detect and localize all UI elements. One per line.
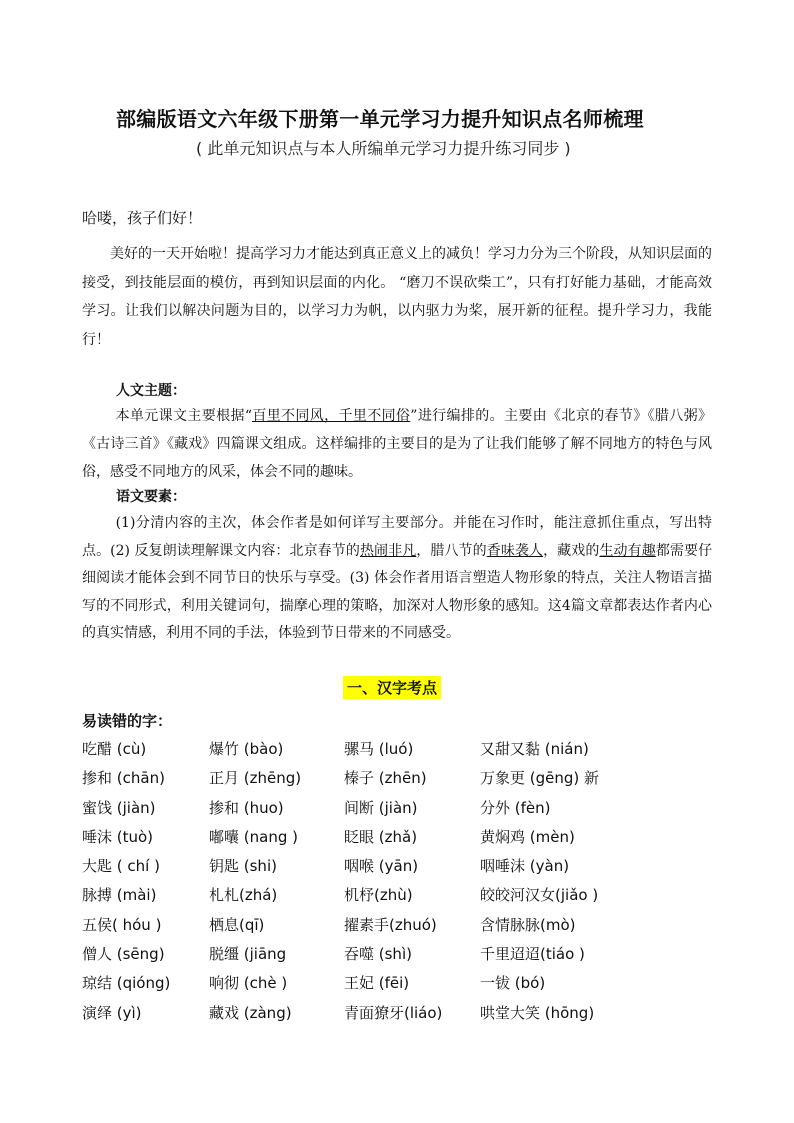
chars-cell: 响彻 (chè ) <box>209 974 288 993</box>
chars-row <box>82 853 722 882</box>
chars-cell: 脱缰 (jiāng <box>209 945 287 964</box>
underlined-phrase-3: 生动有趣 <box>599 542 656 559</box>
chars-cell: 又甜又黏 (nián) <box>480 740 589 758</box>
chars-cell: 咽唾沫 (yàn) <box>480 857 570 876</box>
chars-cell: 爆竹 (bào) <box>209 740 284 758</box>
chars-cell: 掺和 (chān) <box>82 769 165 788</box>
chars-cell: 僧人 (sēng) <box>82 945 165 964</box>
chars-row <box>82 765 722 794</box>
page-title: 部编版语文六年级下册第一单元学习力提升知识点名师梳理 <box>116 107 644 131</box>
elements-heading: 语文要素： <box>116 489 186 505</box>
section-title-highlight: 一、汉字考点 <box>343 676 441 699</box>
elements-text-4: 都需要仔细阅读才能体会到不同节日的快乐与享受。(3) 体会作者用语言塑造人物形象的特点，关注人物语言描写的不同形式，利用关键词句，揣摩心理的策略，加深对人物形象的感知。这4篇文章都表达作者内心的真实情感，利用不同的手法，体验到节日带来的不同感受。 <box>82 542 713 641</box>
chars-cell: 一钹 (bó) <box>480 974 546 993</box>
intro-paragraph: 美好的一天开始啦！提高学习力才能达到真正意义上的减负！学习力分为三个阶段，从知识层面的接受，到技能层面的模仿，再到知识层面的内化。 “磨刀不误砍柴工”，只有打好能力基础，才能高效学习。让我们以解决问题为目的，以学习力为帆，以内驱力为桨，展开新的征程。提升学习力，我能行！ <box>82 246 712 348</box>
theme-text-after: ”进行编排的。主要由《北京的春节》《腊八粥》《古诗三首》《藏戏》四篇课文组成。这样编排的主要目的是为了让我们能够了解不同地方的特色与风俗，感受不同地方的风采，体会不同的趣味。 <box>82 408 712 480</box>
chars-cell: 五侯( hóu ) <box>82 915 162 934</box>
theme-heading: 人文主题： <box>116 383 186 399</box>
elements-text-2: ，腊八节的 <box>416 542 487 559</box>
chars-cell: 千里迢迢(tiáo ) <box>480 945 585 964</box>
chars-cell: 间断 (jiàn) <box>344 798 418 817</box>
chars-cell: 嘟囔 (nang ) <box>209 827 298 846</box>
chars-cell: 分外 (fèn) <box>480 798 551 817</box>
chars-cell: 琼结 (qióng) <box>82 974 171 993</box>
chars-row <box>82 970 722 999</box>
chars-cell: 擢素手(zhuó) <box>344 915 437 934</box>
underlined-phrase-2: 香味袭人 <box>486 542 544 559</box>
chars-cell: 万象更 (gēng) 新 <box>480 769 600 788</box>
chars-cell: 哄堂大笑 (hōng) <box>480 1003 595 1022</box>
chars-row <box>82 736 722 765</box>
underlined-phrase-1: 热闹非凡 <box>359 542 417 559</box>
chars-table <box>82 736 722 1029</box>
chars-cell: 皎皎河汉女(jiǎo ) <box>480 886 599 905</box>
chars-row <box>82 912 722 941</box>
chars-cell: 眨眼 (zhǎ) <box>344 827 418 846</box>
elements-text-3: ，藏戏的 <box>543 542 600 559</box>
chars-cell: 唾沫 (tuò) <box>82 827 154 846</box>
chars-row <box>82 795 722 824</box>
chars-cell: 钥匙 (shi) <box>209 857 277 876</box>
elements-paragraph <box>82 510 712 648</box>
chars-cell: 吞噬 (shì) <box>344 945 412 964</box>
chars-cell: 骡马 (luó) <box>344 740 414 758</box>
chars-cell: 青面獠牙(liáo) <box>344 1003 443 1022</box>
theme-paragraph <box>82 402 712 486</box>
theme-text-before: 本单元课文主要根据“ <box>115 408 252 424</box>
greeting: 哈喽，孩子们好！ <box>82 209 203 227</box>
chars-cell: 含情脉脉(mò) <box>480 915 576 934</box>
chars-cell: 大匙 ( chí ) <box>82 857 160 876</box>
chars-cell: 咽喉 (yān) <box>344 857 419 876</box>
chars-cell: 脉搏 (mài) <box>82 886 157 905</box>
chars-heading: 易读错的字： <box>82 712 173 730</box>
chars-cell: 藏戏 (zàng) <box>209 1003 292 1022</box>
chars-row <box>82 941 722 970</box>
theme-underlined-phrase: 百里不同风，千里不同俗 <box>251 408 411 424</box>
chars-cell: 王妃 (fēi) <box>344 974 410 993</box>
chars-row <box>82 1000 722 1029</box>
chars-cell: 栖息(qī) <box>209 915 265 934</box>
chars-cell: 榛子 (zhēn) <box>344 769 427 788</box>
chars-cell: 演绎 (yì) <box>82 1003 142 1022</box>
chars-cell: 吃醋 (cù) <box>82 740 147 758</box>
chars-cell: 黄焖鸡 (mèn) <box>480 827 575 846</box>
chars-cell: 札札(zhá) <box>209 886 278 905</box>
elements-text-1: (1)分清内容的主次，体会作者是如何详写主要部分。并能在习作时，能注意抓住重点，写出特点。(2) 反复朗读理解课文内容：北京春节的 <box>82 515 712 559</box>
chars-cell: 机杼(zhù) <box>344 886 413 905</box>
chars-cell: 正月 (zhēng) <box>209 769 302 788</box>
page-subtitle: ( 此单元知识点与本人所编单元学习力提升练习同步 ) <box>196 139 571 158</box>
chars-row <box>82 882 722 911</box>
chars-row <box>82 824 722 853</box>
chars-cell: 蜜饯 (jiàn) <box>82 798 156 817</box>
chars-cell: 掺和 (huo) <box>209 798 284 817</box>
